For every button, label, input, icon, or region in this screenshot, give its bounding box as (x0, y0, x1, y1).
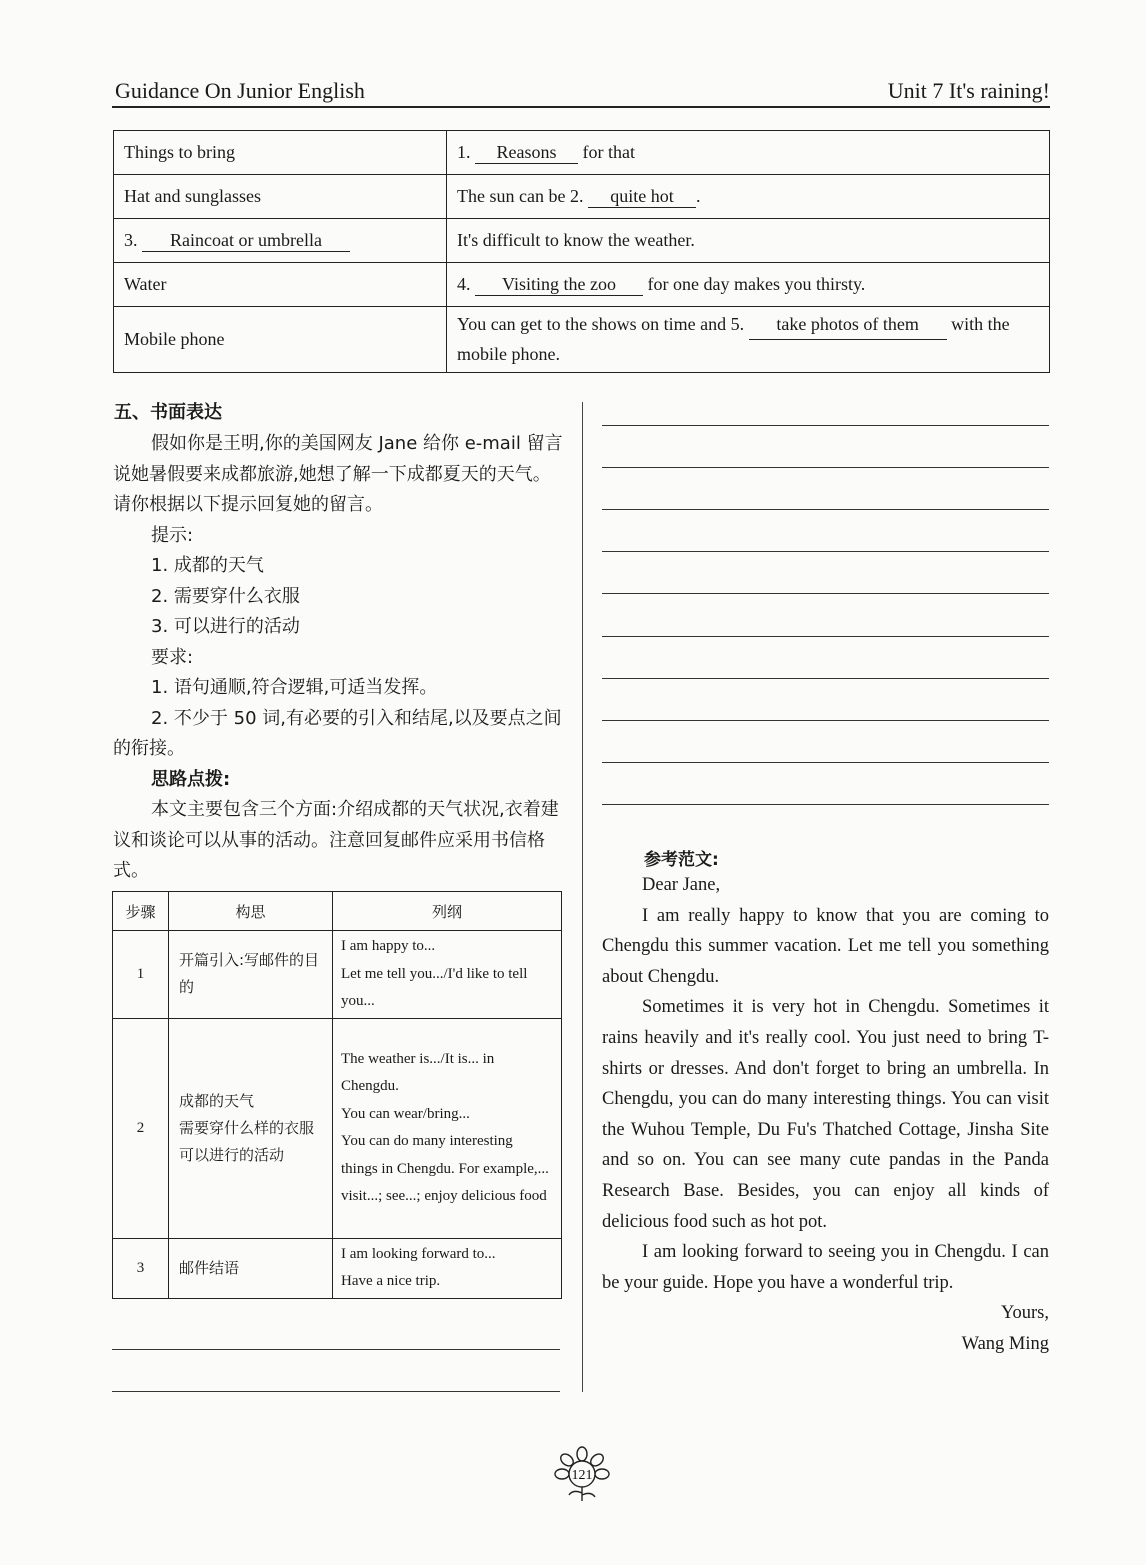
requirement-item: 2. 不少于 50 词,有必要的引入和结尾,以及要点之间的衔接。 (113, 707, 562, 759)
table-cell: It's difficult to know the weather. (447, 219, 1050, 263)
header-rule (112, 106, 1050, 108)
answer-blank: Raincoat or umbrella (142, 230, 350, 252)
cell-text: . (695, 185, 701, 206)
idea-line: 成都的天气 (179, 1091, 255, 1110)
idea-cell (169, 1018, 333, 1238)
cell-text: You can get to the shows on time and 5. (457, 314, 745, 334)
outline-line: Have a nice trip. (341, 1273, 441, 1289)
table-row (114, 307, 1050, 373)
idea-line: 需要穿什么样的衣服 (179, 1118, 315, 1137)
cell-text: for that (582, 141, 635, 162)
tip-label: 思路点拨: (151, 768, 231, 790)
writing-prompt: 假如你是王明,你的美国网友 Jane 给你 e-mail 留言说她暑假要来成都旅游,她想了解一下成都夏天的天气。请你根据以下提示回复她的留言。 (113, 433, 563, 515)
idea-cell: 开篇引入:写邮件的目的 (169, 931, 333, 1019)
section-title: 五、书面表达 (114, 402, 222, 423)
table-cell: Hat and sunglasses (114, 175, 447, 219)
hint-item: 2. 需要穿什么衣服 (151, 585, 300, 607)
answer-blank: quite hot (588, 186, 696, 208)
writing-line (602, 593, 1049, 594)
tip-text: 本文主要包含三个方面:介绍成都的天气状况,衣着建议和谈论可以从事的活动。注意回复邮件应采用书信格式。 (113, 799, 559, 881)
table-row (113, 1018, 562, 1238)
essay-paragraph: I am really happy to know that you are coming to Chengdu this summer vacation. Let me tell you something about Chengdu. (602, 905, 1049, 987)
idea-line: 可以进行的活动 (179, 1145, 285, 1164)
header-right-title: Unit 7 It's raining! (887, 78, 1050, 103)
table-cell (114, 219, 447, 263)
column-header: 构思 (169, 892, 333, 931)
outline-line: I am looking forward to... (341, 1245, 496, 1262)
hint-item: 1. 成都的天气 (151, 555, 264, 576)
table-row (113, 931, 562, 1019)
table-row (114, 263, 1050, 307)
outline-line: visit...; see...; enjoy delicious food (341, 1188, 547, 1204)
table-cell: Things to bring (114, 131, 447, 175)
step-number: 1 (113, 931, 169, 1019)
writing-line (112, 1349, 560, 1350)
outline-cell (333, 1018, 562, 1238)
header-left-title: Guidance On Junior English (115, 78, 365, 103)
requirement-item: 1. 语句通顺,符合逻辑,可适当发挥。 (151, 677, 438, 698)
table-row (114, 219, 1050, 263)
writing-line (602, 636, 1049, 637)
hint-item: 3. 可以进行的活动 (151, 616, 300, 637)
writing-line (602, 425, 1049, 426)
writing-line (602, 509, 1049, 510)
essay-signature: Wang Ming (961, 1333, 1049, 1354)
sample-title: 参考范文: (644, 850, 719, 870)
table-cell: Water (114, 263, 447, 307)
writing-line (602, 762, 1049, 763)
idea-cell: 邮件结语 (169, 1238, 333, 1298)
item-number: 3. (124, 229, 138, 250)
item-number: 4. (457, 273, 471, 294)
cell-text: The sun can be 2. (457, 185, 584, 206)
outline-cell (333, 1238, 562, 1298)
essay-paragraph: I am looking forward to seeing you in Chengdu. I can be your guide. Hope you have a wonderful trip. (602, 1242, 1049, 1293)
cell-text: with the mobile phone. (457, 314, 1010, 364)
writing-line (112, 1391, 560, 1392)
column-divider (582, 402, 583, 1392)
answer-table (113, 130, 1050, 373)
essay-paragraph: Sometimes it is very hot in Chengdu. Sometimes it rains heavily and it's really cool. You just need to bring T-shirts or dresses. And don't forget to bring an umbrella. In Chengdu, you can do many interesting things. You can visit the Wuhou Temple, Du Fu's Thatched Cottage, Jinsha Site and so on. You can see many cute pandas in the Panda Research Base. Besides, you can enjoy all kinds of delicious food such as hot pot. (602, 997, 1049, 1232)
table-row (113, 1238, 562, 1298)
table-cell (447, 131, 1050, 175)
writing-instructions (113, 429, 563, 887)
page-number: 121 (571, 1468, 593, 1483)
column-header: 列纲 (333, 892, 562, 931)
item-number: 1. (457, 141, 471, 162)
outline-cell (333, 931, 562, 1019)
outline-line: I am happy to... (341, 938, 436, 954)
outline-line: You can wear/bring... (341, 1105, 470, 1122)
outline-line: You can do many interesting things in Chengdu. For example,... (341, 1133, 549, 1177)
page-number-badge (553, 1445, 611, 1503)
requirement-label: 要求: (151, 646, 194, 668)
table-row (114, 131, 1050, 175)
cell-text: for one day makes you thirsty. (647, 273, 866, 294)
hint-label: 提示: (151, 524, 194, 546)
answer-blank: Reasons (475, 142, 578, 164)
answer-blank: Visiting the zoo (475, 274, 643, 296)
writing-line (602, 720, 1049, 721)
outline-table (112, 891, 562, 1299)
writing-line (602, 551, 1049, 552)
table-cell (447, 175, 1050, 219)
column-header: 步骤 (113, 892, 169, 931)
writing-line (602, 467, 1049, 468)
outline-line: The weather is.../It is... in Chengdu. (341, 1050, 495, 1094)
table-cell (447, 263, 1050, 307)
essay-closing: Yours, (1001, 1303, 1049, 1324)
outline-line: Let me tell you.../I'd like to tell you... (341, 965, 528, 1009)
table-cell: Mobile phone (114, 307, 447, 373)
table-header-row (113, 892, 562, 931)
answer-blank: take photos of them (749, 310, 947, 340)
essay-greeting: Dear Jane, (642, 875, 721, 895)
step-number: 2 (113, 1018, 169, 1238)
table-cell (447, 307, 1050, 373)
table-row (114, 175, 1050, 219)
sample-essay (602, 870, 1049, 1360)
writing-line (602, 804, 1049, 805)
writing-line (602, 678, 1049, 679)
step-number: 3 (113, 1238, 169, 1298)
